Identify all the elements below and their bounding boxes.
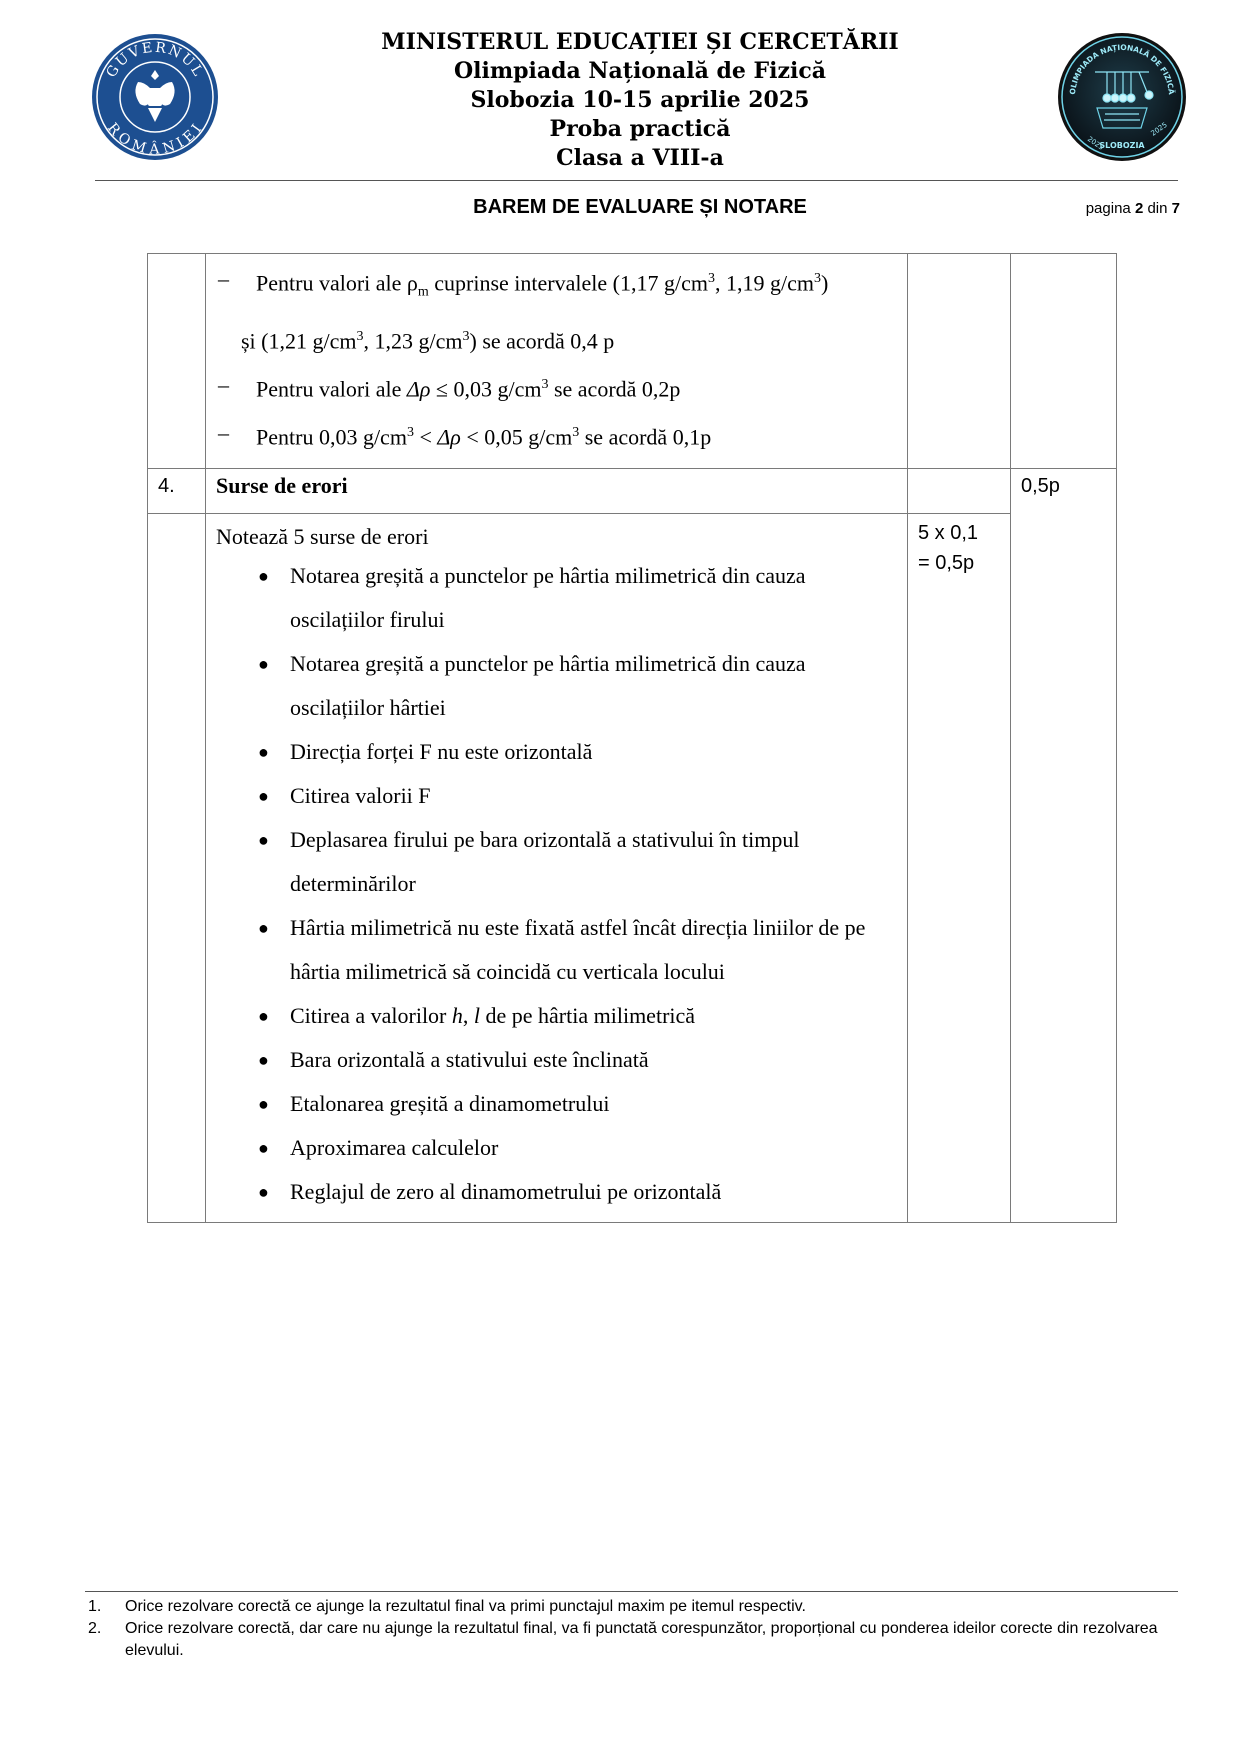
criteria-intro: Notează 5 surse de erori xyxy=(216,523,429,549)
grade-level: Clasa a VIII-a xyxy=(556,145,724,171)
points-cell xyxy=(908,468,1011,513)
olympiad-year-left: 2025 xyxy=(1085,135,1106,152)
list-item: ● Direcția forței F nu este orizontală xyxy=(258,738,593,764)
grading-table xyxy=(147,253,1117,1223)
footnote: 1. Orice rezolvare corectă ce ajunge la rezultatul final va primi punctajul maxim pe itemul respectiv. xyxy=(88,1598,806,1615)
olympiad-year-right: 2025 xyxy=(1149,120,1169,138)
table-row xyxy=(148,513,1117,1222)
list-item: ● Citirea valorii F xyxy=(258,782,431,808)
ministry-name: MINISTERUL EDUCAȚIEI ȘI CERCETĂRII xyxy=(381,29,899,55)
list-item: ● Notarea greșită a punctelor pe hârtia milimetrică din cauza oscilațiilor hârtiei xyxy=(258,650,806,720)
footnote: 2. Orice rezolvare corectă, dar care nu ajunge la rezultatul final, va fi punctată corespunzător, proporțional cu ponderea ideilor corecte din rezolvarea elevului. xyxy=(88,1620,1158,1659)
exam-type: Proba practică xyxy=(549,116,731,142)
error-sources-list xyxy=(206,554,907,1222)
item-title: Surse de erori xyxy=(206,468,908,513)
footnote-divider xyxy=(85,1591,1178,1592)
criterion-line: – Pentru valori ale Δρ ≤ 0,03 $g/cm^3$ se acordă 0,2p xyxy=(218,372,681,402)
page-number: pagina 2 din 7 xyxy=(1085,200,1180,217)
criteria-cell xyxy=(206,254,908,469)
item-total-points: 0,5p xyxy=(1011,468,1117,1222)
page-title: BAREM DE EVALUARE ȘI NOTARE xyxy=(473,196,807,218)
item-number: 4. xyxy=(148,468,206,513)
points-cell xyxy=(908,254,1011,469)
list-item: ● Hârtia milimetrică nu este fixată astfel încât direcția liniilor de pe hârtia milimetrică să coincidă cu verticala locului xyxy=(258,914,866,984)
olympiad-arc-text: OLIMPIADA NAȚIONALĂ DE FIZICĂ xyxy=(1067,42,1176,95)
list-item: ● Bara orizontală a stativului este înclinată xyxy=(258,1046,649,1072)
document-header xyxy=(330,28,950,173)
points-cell: 5 x 0,1 = 0,5p xyxy=(908,513,1011,1222)
criterion-line: – Pentru valori ale $\rho_m$ cuprinse intervalele (1,17 $g/cm^3$, 1,19 $g/cm^3$) xyxy=(218,266,829,300)
location-dates: Slobozia 10-15 aprilie 2025 xyxy=(470,87,810,113)
list-item: ● Etalonarea greșită a dinamometrului xyxy=(258,1090,610,1116)
government-seal-logo xyxy=(90,32,220,162)
criterion-line: și (1,21 $g/cm^3$, 1,23 $g/cm^3$) se acordă 0,4 p xyxy=(241,328,615,354)
table-row xyxy=(148,254,1117,469)
number-cell xyxy=(148,513,206,1222)
total-cell xyxy=(1011,254,1117,469)
list-item: ● Notarea greșită a punctelor pe hârtia milimetrică din cauza oscilațiilor firului xyxy=(258,562,806,632)
olympiad-city: SLOBOZIA xyxy=(1099,141,1145,150)
list-item: ● Citirea a valorilor h, l de pe hârtia milimetrică xyxy=(258,1002,696,1028)
olympiad-logo xyxy=(1057,32,1187,162)
seal-top-text: GUVERNUL xyxy=(103,39,207,81)
number-cell xyxy=(148,254,206,469)
seal-bottom-text: ROMÂNIEI xyxy=(103,120,207,158)
footnotes xyxy=(88,1596,1178,1662)
list-item: ● Reglajul de zero al dinamometrului pe orizontală xyxy=(258,1178,722,1204)
criterion-line: – Pentru 0,03 $g/cm^3 < \Delta\rho < 0,05$ $g/cm^3$ se acordă 0,1p xyxy=(218,420,712,450)
table-row xyxy=(148,468,1117,513)
olympiad-name: Olimpiada Națională de Fizică xyxy=(453,58,827,84)
criteria-cell xyxy=(206,513,908,1222)
list-item: ● Deplasarea firului pe bara orizontală a stativului în timpul determinărilor xyxy=(258,826,800,896)
list-item: ● Aproximarea calculelor xyxy=(258,1134,499,1160)
header-divider xyxy=(95,180,1178,181)
